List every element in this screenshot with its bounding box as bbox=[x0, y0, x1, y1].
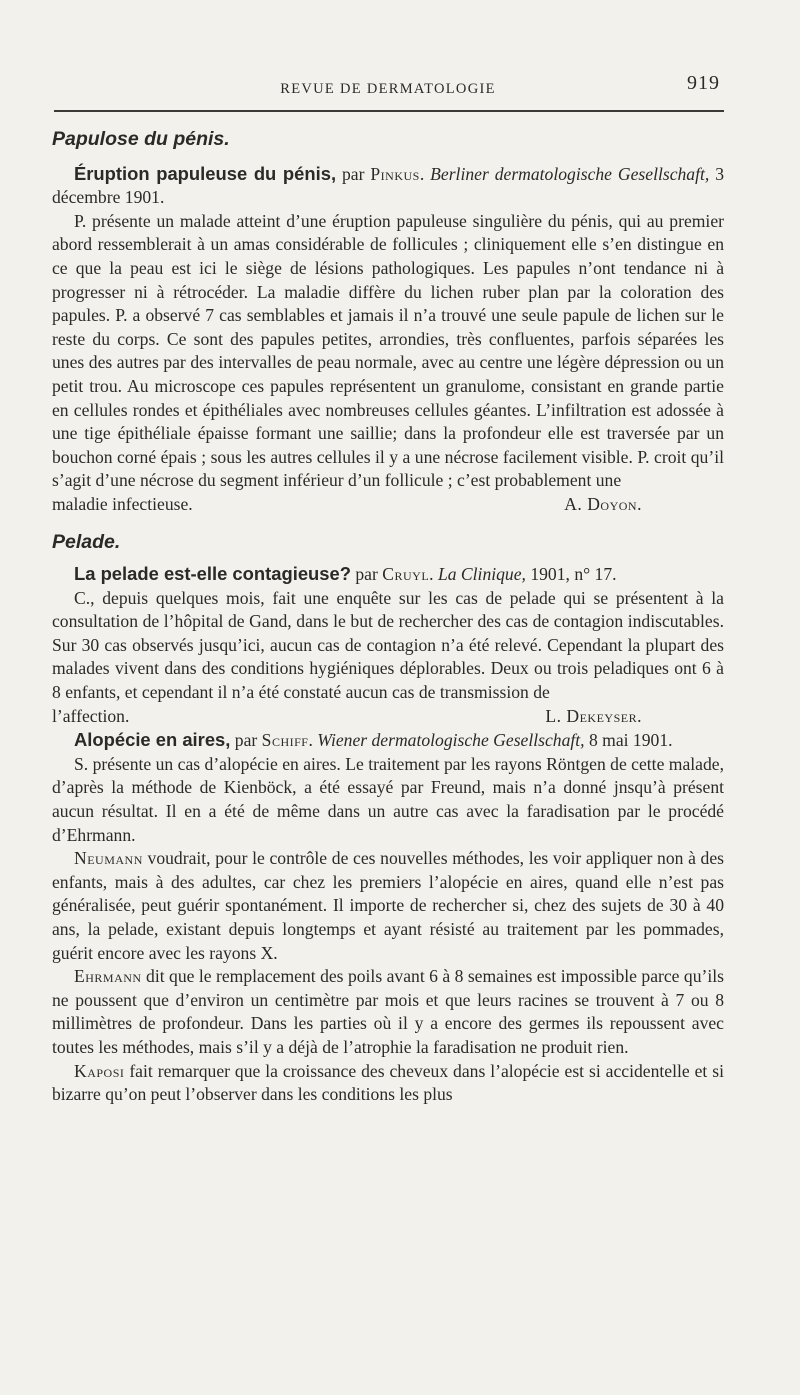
paragraph-kaposi bbox=[52, 1060, 724, 1107]
article-source: La Clinique, bbox=[437, 564, 526, 585]
page-number: 919 bbox=[687, 72, 720, 94]
paragraph-schiff: S. présente un cas d’alopécie en aires. Le traitement par les rayons Röntgen de cette malade, d’après la méthode de Kienböck, a été essayé par Freund, mais n’a donné jnsqu’à présent aucun résultat. Il en a été de même dans un autre cas avec la faradisation par le procédé d’Ehrmann. bbox=[52, 753, 724, 845]
article-body-papulose: P. présente un malade atteint d’une éruption papuleuse singulière du pénis, qui au premier abord ressemblerait à un amas considérable de follicules ; cliniquement elle s’en distingue en ce que la peau est ici le siège de lésions pathologiques. Les papules n’ont tendance ni à progresser ni à rétrocéder. La maladie diffère du lichen ruber plan par la coloration des papules. P. a observé 7 cas semblables et jamais il n’a trouvé une seule papule de lichen sur le reste du corps. Ce sont des papules petites, arrondies, très confluentes, parfois séparées les unes des autres par des intervalles de peau normale, avec au centre une légère dépression ou un petit trou. Au microscope ces papules représentent un granulome, consistant en grande partie en cellules rondes et épithéliales avec nombreuses cellules géantes. L’infiltration est adossée à une tige épithéliale épaisse formant une saillie; dans la profondeur elle est traversée par un bouchon corné épais ; sous les autres cellules il y a une nécrose facilement visible. P. croit qu’il s’agit d’une nécrose du segment inférieur d’un follicule ; c’est probablement une bbox=[52, 210, 724, 491]
paragraph-text: dit que le remplacement des poils avant 6 à 8 semaines est impossible parce qu’ils ne poussent que d’environ un centimètre par mois et que leurs racines se trouvent à 7 ou 8 millimètres de profondeur. Dans les parties où il y a encore des germes ils repoussent avec toutes les méthodes, mais s’il y a déjà de l’atrophie la faradisation ne produit rien. bbox=[52, 966, 724, 1057]
running-header bbox=[52, 72, 724, 102]
article-source: Wiener dermatologische Gesellschaft, bbox=[317, 730, 585, 751]
article-date: 3 décembre 1901. bbox=[52, 163, 724, 208]
header-rule bbox=[54, 110, 724, 112]
citation-sep: . bbox=[429, 564, 438, 585]
paragraph-neumann bbox=[52, 847, 724, 965]
citation-par: par bbox=[336, 163, 371, 184]
paragraph-ehrmann bbox=[52, 965, 724, 1059]
article-author: Pinkus bbox=[370, 163, 420, 184]
article-source: Berliner dermatologische Gesellschaft, bbox=[430, 163, 710, 184]
author-signature: L. Dekeyser. bbox=[545, 705, 642, 726]
body-last-line: maladie infectieuse. bbox=[52, 493, 193, 514]
article-title: Alopécie en aires, bbox=[74, 729, 231, 751]
article-body-cruyl: C., depuis quelques mois, fait une enquête sur les cas de pelade qui se présentent à la consultation de l’hôpital de Gand, dans le but de rechercher des cas de contagion indiscutables. Sur 30 cas observés jusqu’ici, aucun cas de contagion n’a été relevé. Cependant la plupart des malades vivent dans des conditions hygiéniques déplorables. Deux ou trois peladiques ont 6 à 8 enfants, et cependant il n’a été constaté aucun cas de transmission de bbox=[52, 587, 724, 703]
article-author: Schiff bbox=[261, 730, 309, 751]
article-date: 8 mai 1901. bbox=[584, 730, 673, 751]
article-citation-schiff bbox=[52, 728, 724, 753]
journal-page bbox=[52, 72, 724, 1107]
closing-line-papulose bbox=[52, 493, 724, 517]
closing-line-cruyl bbox=[52, 705, 724, 729]
paragraph-text: voudrait, pour le contrôle de ces nouvelles méthodes, les voir appliquer non à des enfants, mais à des adultes, car chez les premiers l’alopécie en aires, quand elle n’est pas généralisée, peut guérir spontanément. Il importe de rechercher si, chez des sujets de 30 à 40 ans, la pelade, existant depuis longtemps et ayant résisté au traitement par les pommades, guérit encore avec les rayons X. bbox=[52, 848, 724, 963]
body-last-line: l’affection. bbox=[52, 705, 130, 726]
speaker-name: Neumann bbox=[74, 848, 143, 869]
citation-sep: . bbox=[308, 730, 318, 751]
article-title: La pelade est-elle contagieuse? bbox=[74, 563, 351, 585]
article-date: 1901, n° 17. bbox=[525, 564, 617, 585]
speaker-name: Kaposi bbox=[74, 1060, 125, 1081]
article-title: Éruption papuleuse du pénis, bbox=[74, 162, 337, 184]
author-signature: A. Doyon. bbox=[564, 493, 642, 514]
article-citation-cruyl bbox=[52, 562, 724, 587]
citation-sep: . bbox=[419, 163, 431, 184]
paragraph-text: fait remarquer que la croissance des cheveux dans l’alopécie est si accidentelle et si bizarre qu’on peut l’observer dans les conditions les plus bbox=[52, 1060, 724, 1105]
speaker-name: Ehrmann bbox=[74, 966, 142, 987]
section-heading-pelade: Pelade. bbox=[52, 530, 121, 553]
article-author: Cruyl bbox=[382, 564, 430, 585]
citation-par: par bbox=[350, 564, 383, 585]
citation-par: par bbox=[230, 730, 262, 751]
journal-title: REVUE DE DERMATOLOGIE bbox=[280, 81, 496, 97]
section-heading-papulose: Papulose du pénis. bbox=[52, 128, 230, 150]
article-citation-pinkus bbox=[52, 162, 724, 210]
